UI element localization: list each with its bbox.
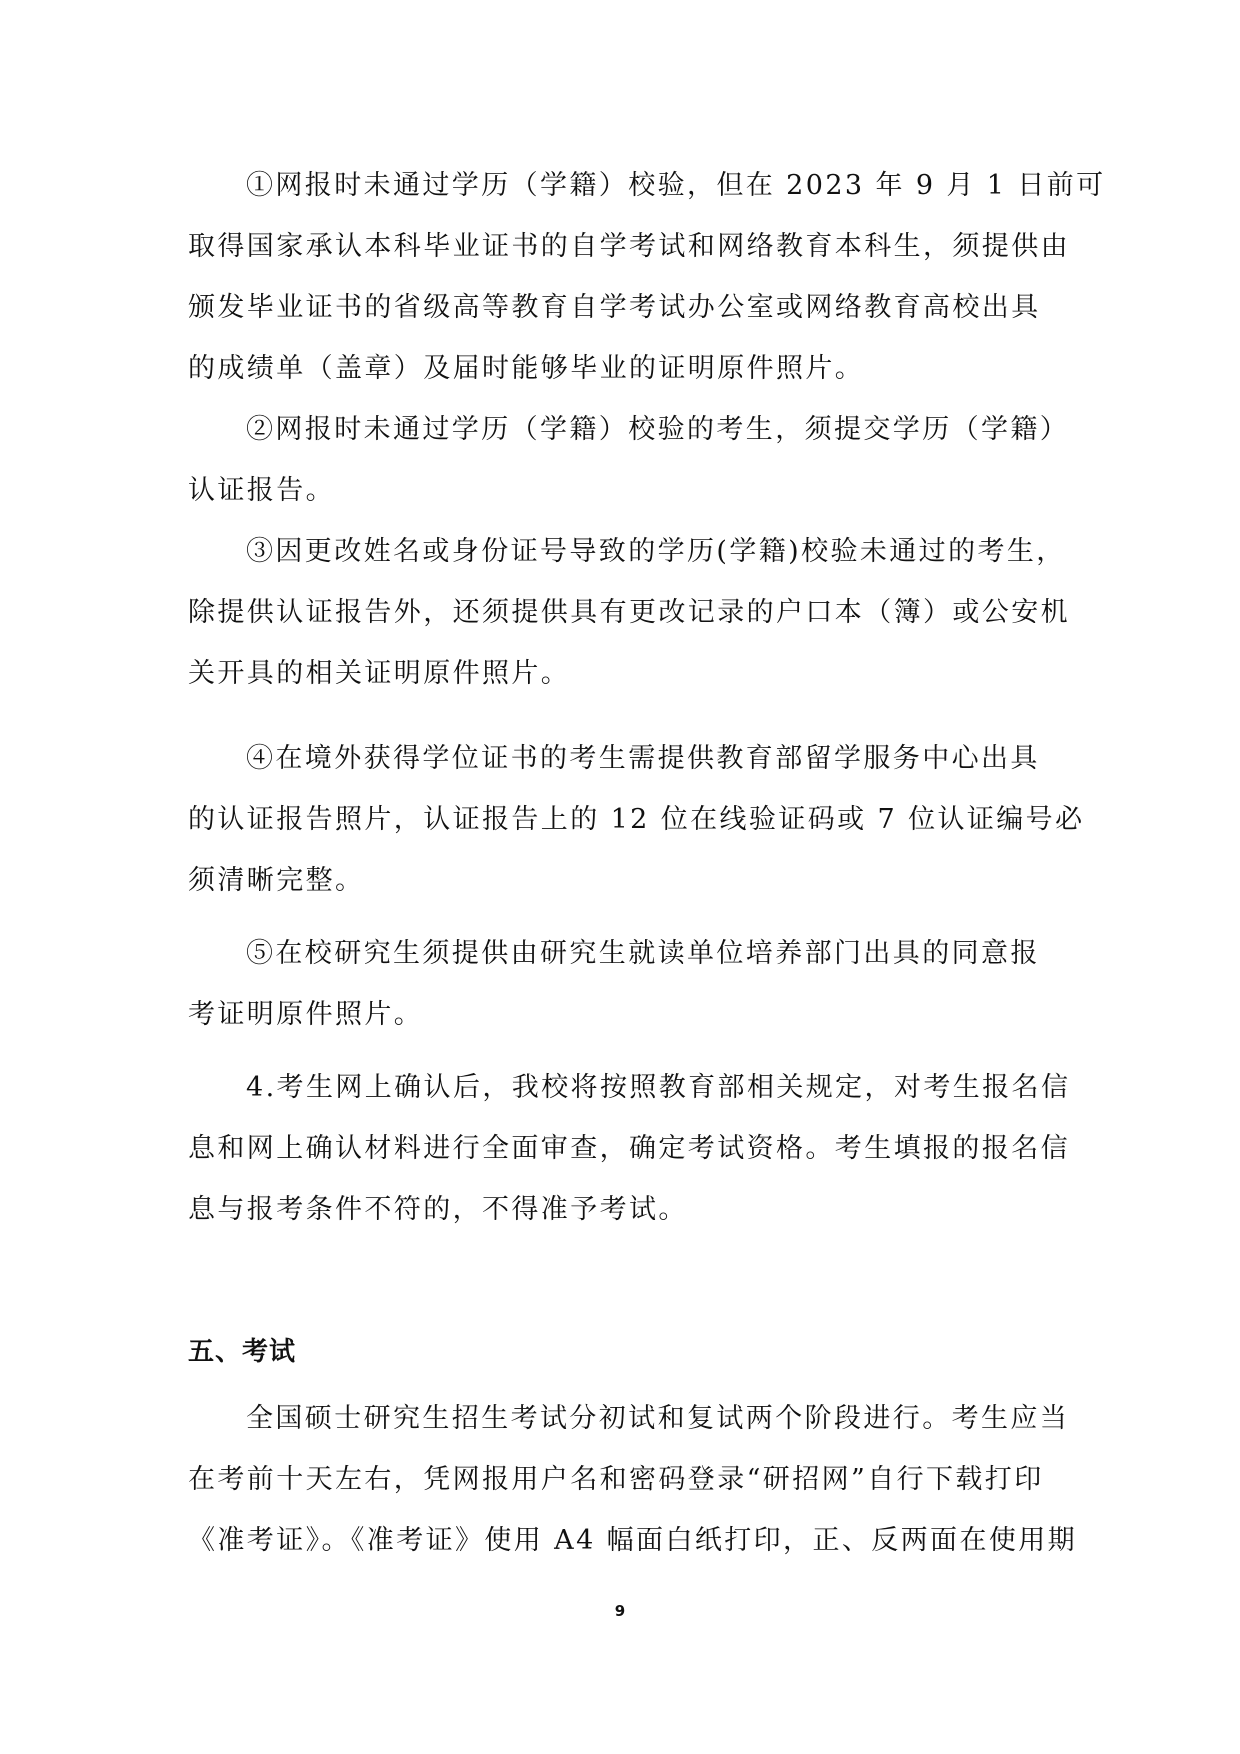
paragraph-line: ③因更改姓名或身份证号导致的学历(学籍)校验未通过的考生，	[246, 536, 1066, 567]
section-heading: 五、考试	[188, 1337, 297, 1367]
paragraph-line: 在考前十天左右，凭网报用户名和密码登录“研招网”自行下载打印	[188, 1464, 1044, 1495]
paragraph-line: 全国硕士研究生招生考试分初试和复试两个阶段进行。考生应当	[246, 1403, 1070, 1434]
paragraph-line: 颁发毕业证书的省级高等教育自学考试办公室或网络教育高校出具	[188, 292, 1041, 323]
paragraph-line: 须清晰完整。	[188, 865, 365, 896]
paragraph-line: 4.考生网上确认后，我校将按照教育部相关规定，对考生报名信	[246, 1072, 1071, 1103]
paragraph-line: ⑤在校研究生须提供由研究生就读单位培养部门出具的同意报	[246, 938, 1040, 969]
paragraph-line: 认证报告。	[188, 475, 335, 506]
paragraph-line: 除提供认证报告外，还须提供具有更改记录的户口本（簿）或公安机	[188, 597, 1070, 628]
paragraph-line: ②网报时未通过学历（学籍）校验的考生，须提交学历（学籍）	[246, 414, 1070, 445]
paragraph-line: ①网报时未通过学历（学籍）校验，但在 2023 年 9 月 1 日前可	[246, 170, 1106, 201]
paragraph-line: 取得国家承认本科毕业证书的自学考试和网络教育本科生，须提供由	[188, 231, 1070, 262]
paragraph-line: 的成绩单（盖章）及届时能够毕业的证明原件照片。	[188, 353, 865, 384]
paragraph-line: 《准考证》。《准考证》使用 A4 幅面白纸打印，正、反两面在使用期	[188, 1525, 1078, 1556]
paragraph-line: 的认证报告照片，认证报告上的 12 位在线验证码或 7 位认证编号必	[188, 804, 1085, 835]
paragraph-line: 息与报考条件不符的，不得准予考试。	[188, 1194, 688, 1225]
paragraph-line: ④在境外获得学位证书的考生需提供教育部留学服务中心出具	[246, 743, 1040, 774]
paragraph-line: 关开具的相关证明原件照片。	[188, 658, 571, 689]
paragraph-line: 考证明原件照片。	[188, 999, 424, 1030]
page-number: 9	[614, 1602, 626, 1620]
paragraph-line: 息和网上确认材料进行全面审查，确定考试资格。考生填报的报名信	[188, 1133, 1070, 1164]
